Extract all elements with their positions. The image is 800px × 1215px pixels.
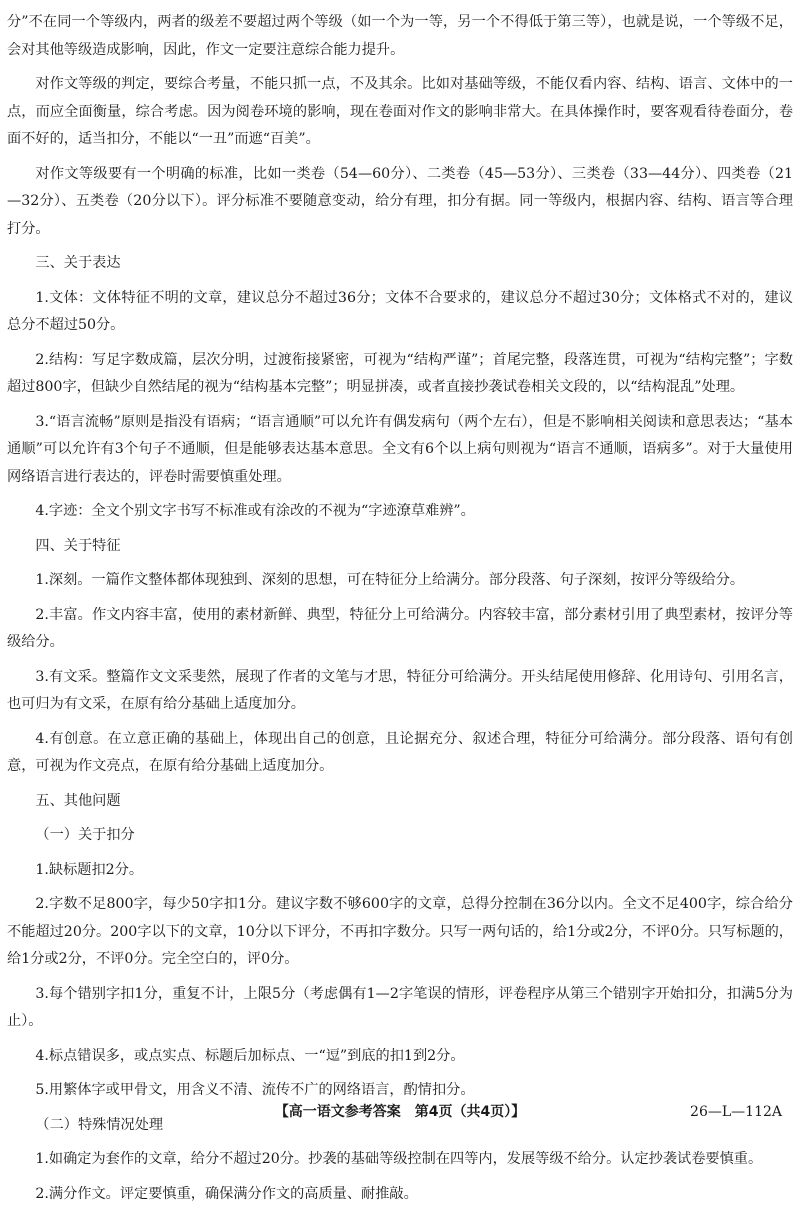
- paragraph: 1.文体：文体特征不明的文章，建议总分不超过36分；文体不合要求的，建议总分不超过30分；文体格式不对的，建议总分不超过50分。: [7, 289, 793, 333]
- paragraph: 2.字数不足800字，每少50字扣1分。建议字数不够600字的文章，总得分控制在36分以内。全文不足400字，综合给分不能超过20分。200字以下的文章，10分以下评分，不再扣字数分。只写一两句话的，给1分或2分，不评0分。只写标题的，给1分或2分，不评0分。完全空白的，评0分。: [7, 896, 793, 967]
- paragraph: （二）特殊情况处理: [35, 1116, 164, 1133]
- footer-title: 【高一语文参考答案 第4页（共4页）】: [274, 1104, 526, 1120]
- paragraph: 对作文等级要有一个明确的标准，比如一类卷（54—60分）、二类卷（45—53分）、三类卷（33—44分）、四类卷（21—32分）、五类卷（20分以下）。评分标准不要随意变动，给分有理，扣分有据。同一等级内，根据内容、结构、语言等合理打分。: [7, 165, 793, 237]
- paragraph: 分”不在同一个等级内，两者的级差不要超过两个等级（如一个为一等，另一个不得低于第三等），也就是说，一个等级不足，会对其他等级造成影响，因此，作文一定要注意综合能力提升。: [7, 14, 793, 58]
- paragraph: 1.深刻。一篇作文整体都体现独到、深刻的思想，可在特征分上给满分。部分段落、句子深刻，按评分等级给分。: [35, 572, 745, 588]
- paragraph: 4.字迹：全文个别文字书写不标准或有涂改的不视为“字迹潦草难辨”。: [35, 503, 475, 519]
- paragraph: 2.结构：写足字数成篇，层次分明，过渡衔接紧密，可视为“结构严谨”；首尾完整，段落连贯，可视为“结构完整”；字数超过800字，但缺少自然结尾的视为“结构基本完整”；明显拼凑，或者直接抄袭试卷相关文段的，以“结构混乱”处理。: [7, 351, 793, 395]
- paragraph: 1.缺标题扣2分。: [35, 861, 144, 878]
- paragraph: 3.“语言流畅”原则是指没有语病；“语言通顺”可以允许有偶发病句（两个左右），但是不影响相关阅读和意思表达；“基本通顺”可以允许有3个句子不通顺，但是能够表达基本意思。全文有6个以上病句则视为“语言不通顺，语病多”。对于大量使用网络语言进行表达的，评卷时需要慎重处理。: [7, 413, 793, 485]
- page-footer: [0, 1100, 800, 1124]
- paragraph: 四、关于特征: [35, 537, 121, 554]
- paragraph: 对作文等级的判定，要综合考量，不能只抓一点，不及其余。比如对基础等级，不能仅看内容、结构、语言、文体中的一点，而应全面衡量，综合考虑。因为阅卷环境的影响，现在卷面对作文的影响非常大。在具体操作时，要客观看待卷面分，卷面不好的，适当扣分，不能以“一丑”而遮“百美”。: [7, 76, 793, 147]
- document-body: [7, 9, 793, 1215]
- paragraph: 4.有创意。在立意正确的基础上，体现出自己的创意，且论据充分、叙述合理，特征分可给满分。部分段落、语句有创意，可视为作文亮点，在原有给分基础上适度加分。: [7, 730, 793, 774]
- paragraph: 2.满分作文。评定要慎重，确保满分作文的高质量、耐推敲。: [35, 1185, 418, 1202]
- paragraph: 3.有文采。整篇作文文采斐然，展现了作者的文笔与才思，特征分可给满分。开头结尾使用修辞、化用诗句、引用名言，也可归为有文采，在原有给分基础上适度加分。: [7, 668, 793, 712]
- paragraph: 2.丰富。作文内容丰富，使用的素材新鲜、典型，特征分上可给满分。内容较丰富，部分素材引用了典型素材，按评分等级给分。: [7, 606, 793, 650]
- paragraph: 4.标点错误多，或点实点、标题后加标点、一“逗”到底的扣1到2分。: [35, 1047, 465, 1064]
- paragraph: 5.用繁体字或甲骨文，用含义不清、流传不广的网络语言，酌情扣分。: [35, 1082, 475, 1098]
- paragraph: 五、其他问题: [35, 792, 121, 809]
- document-code: 26—L—112A: [690, 1104, 782, 1120]
- paragraph: （一）关于扣分: [35, 827, 135, 843]
- paragraph: 三、关于表达: [35, 255, 121, 271]
- paragraph: 3.每个错别字扣1分，重复不计，上限5分（考虑偶有1—2字笔误的情形，评卷程序从第三个错别字开始扣分，扣满5分为止）。: [7, 985, 793, 1029]
- paragraph: 1.如确定为套作的文章，给分不超过20分。抄袭的基础等级控制在四等内，发展等级不给分。认定抄袭试卷要慎重。: [35, 1151, 763, 1167]
